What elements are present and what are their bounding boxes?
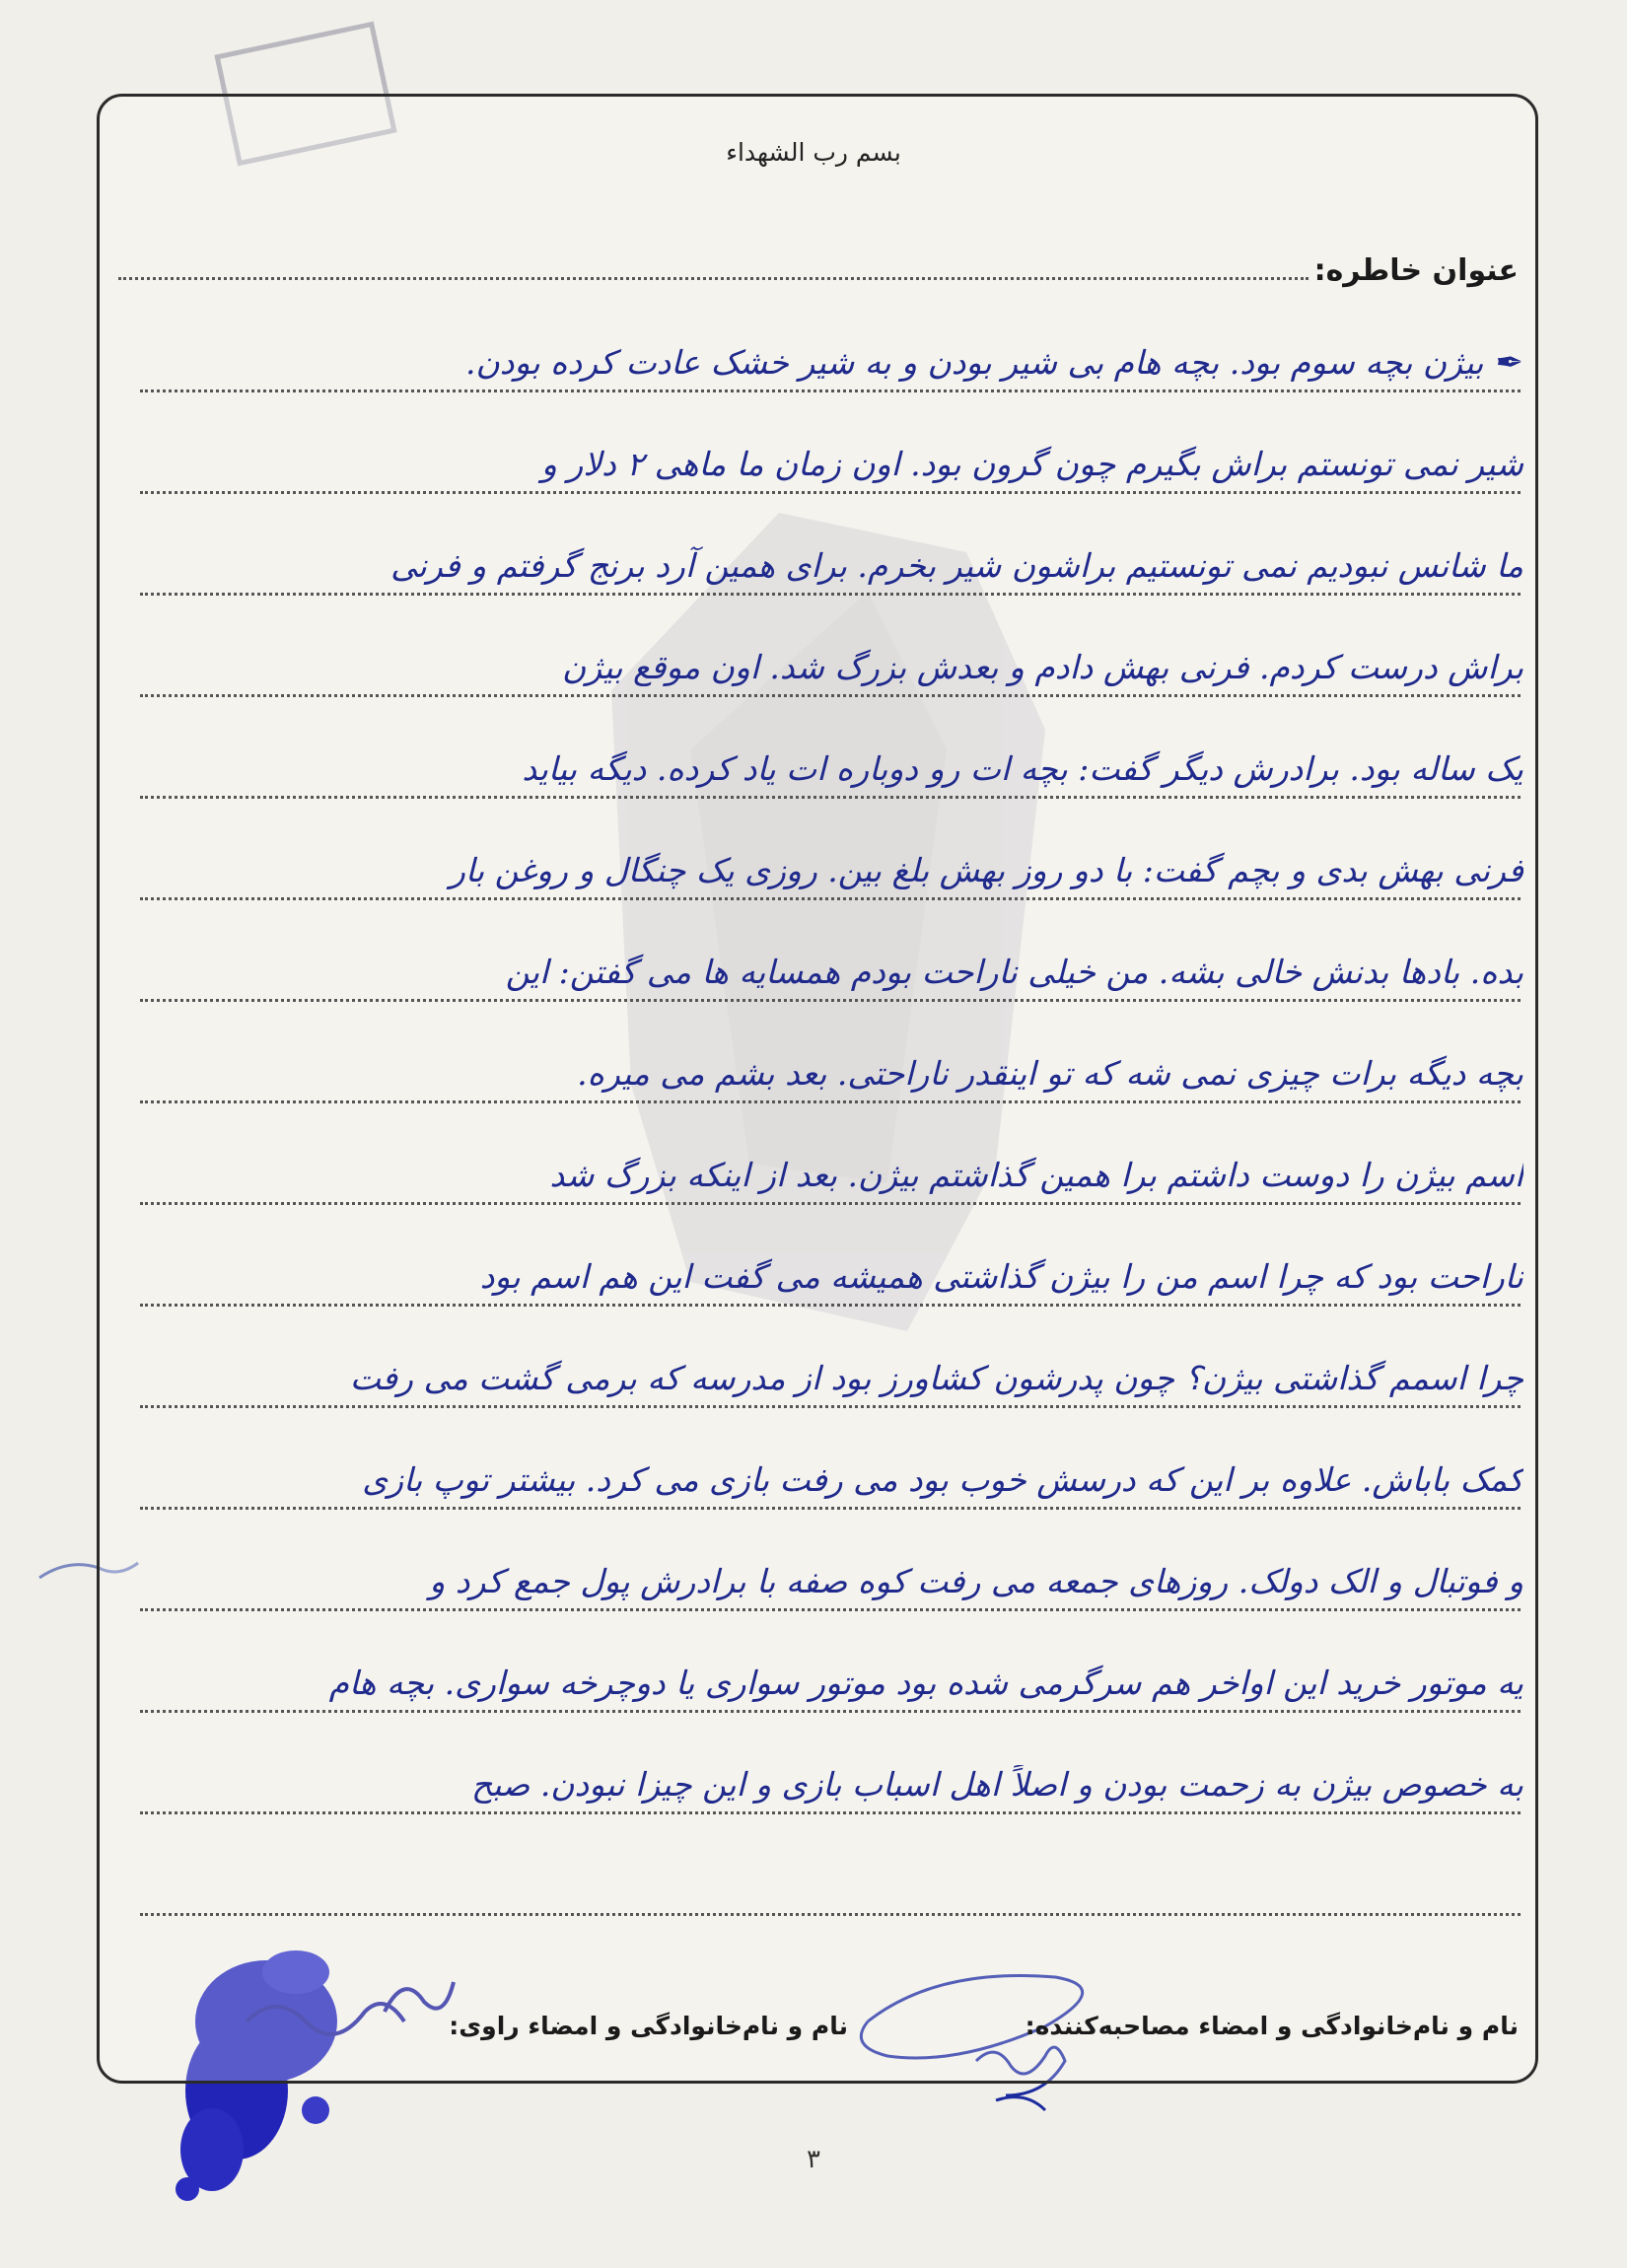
page-number: ۳: [807, 2145, 820, 2174]
page-heading: بسم رب الشهداء: [726, 138, 901, 167]
ruled-line: [140, 1100, 1521, 1103]
ruled-line: [140, 1202, 1521, 1205]
ruled-line: [140, 1608, 1521, 1611]
ruled-line: [140, 390, 1521, 392]
interviewer-signature-label: نام و نام‌خانوادگی و امضاء مصاحبه‌کننده:: [1025, 2012, 1519, 2040]
memoir-title-field[interactable]: [118, 276, 1309, 280]
handwritten-line: به خصوص بیژن به زحمت بودن و اصلاً اهل اسباب بازی و این چیزا نبودن. صبح: [471, 1765, 1523, 1804]
ruled-line: [140, 1710, 1521, 1713]
handwritten-line: براش درست کردم. فرنی بهش دادم و بعدش بزرگ شد. اون موقع بیژن: [561, 648, 1523, 686]
ruled-line: [140, 1405, 1521, 1408]
ruled-line: [140, 593, 1521, 596]
memoir-title-label: عنوان خاطره:: [1313, 253, 1519, 288]
ruled-line: [140, 1811, 1521, 1814]
ruled-line: [140, 1304, 1521, 1307]
handwritten-line: اسم بیژن را دوست داشتم برا همین گذاشتم بیژن. بعد از اینکه بزرگ شد: [549, 1156, 1523, 1194]
narrator-signature-label: نام و نام‌خانوادگی و امضاء راوی:: [449, 2012, 848, 2040]
handwritten-line: ناراحت بود که چرا اسم من را بیژن گذاشتی همیشه می گفت این هم اسم بود: [479, 1257, 1523, 1296]
handwritten-line: بچه دیگه برات چیزی نمی شه که تو اینقدر ناراحتی. بعد بشم می میره.: [577, 1054, 1523, 1093]
handwritten-line: ما شانس نبودیم نمی تونستیم براشون شیر بخرم. برای همین آرد برنج گرفتم و فرنی: [390, 546, 1523, 585]
ruled-line: [140, 694, 1521, 697]
handwritten-line: فرنی بهش بدی و بچم گفت: با دو روز بهش بلغ بین. روزی یک چنگال و روغن بار: [449, 851, 1523, 889]
handwritten-line: چرا اسمم گذاشتی بیژن؟ چون پدرشون کشاورز بود از مدرسه که برمی گشت می رفت: [349, 1359, 1523, 1397]
quill-pen-icon: ✒: [1495, 343, 1523, 383]
memoir-title-row: [118, 247, 1519, 288]
handwritten-line: ✒بیژن بچه سوم بود. بچه هام بی شیر بودن و به شیر خشک عادت کرده بودن.: [465, 343, 1523, 383]
handwritten-line: و فوتبال و الک دولک. روزهای جمعه می رفت کوه صفه با برادرش پول جمع کرد و: [429, 1562, 1523, 1600]
handwritten-line: بده. بادها بدنش خالی بشه. من خیلی ناراحت بودم همسایه ها می گفتن: این: [505, 953, 1523, 991]
ruled-line: [140, 1507, 1521, 1510]
handwritten-line: یه موتور خرید این اواخر هم سرگرمی شده بود موتور سواری یا دوچرخه سواری. بچه هام: [328, 1664, 1523, 1702]
ruled-line: [140, 897, 1521, 900]
ruled-line: [140, 491, 1521, 494]
ruled-line: [140, 1913, 1521, 1916]
handwritten-line: یک ساله بود. برادرش دیگر گفت: بچه ات رو دوباره ات یاد کرده. دیگه بیاید: [522, 749, 1523, 788]
ruled-line: [140, 999, 1521, 1002]
handwritten-line: کمک باباش. علاوه بر این که درسش خوب بود می رفت بازی می کرد. بیشتر توپ بازی: [362, 1460, 1523, 1499]
handwritten-line: شیر نمی تونستم براش بگیرم چون گرون بود. اون زمان ما ماهی ۲ دلار و: [541, 445, 1523, 483]
ruled-line: [140, 796, 1521, 799]
